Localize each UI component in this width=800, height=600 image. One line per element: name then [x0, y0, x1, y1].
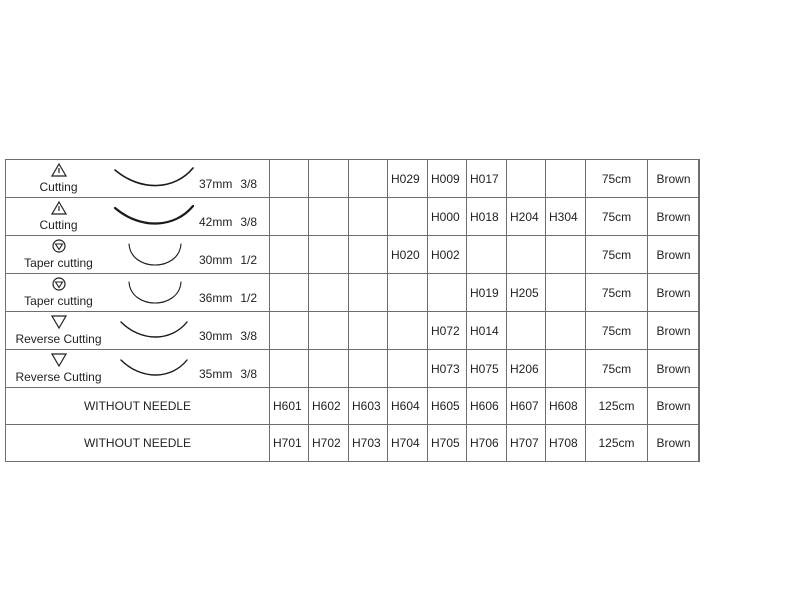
product-code-cell [546, 236, 586, 274]
inverted-triangle-icon [51, 353, 67, 367]
product-code-cell: H708 [546, 425, 586, 462]
product-code-cell: H000 [428, 198, 467, 236]
product-code-cell [349, 160, 388, 198]
needle-arc: 3/8 [240, 367, 258, 381]
product-code-cell [309, 198, 349, 236]
circle-triangle-icon [51, 277, 67, 291]
product-code-cell [507, 236, 546, 274]
length-cell: 75cm [586, 312, 648, 350]
table-row [6, 160, 700, 198]
length-cell: 75cm [586, 160, 648, 198]
without-needle-cell: WITHOUT NEEDLE [6, 425, 270, 462]
product-code-cell: H707 [507, 425, 546, 462]
needle-size: 36mm [199, 291, 233, 305]
color-cell: Brown [648, 425, 700, 462]
product-code-cell: H607 [507, 388, 546, 425]
needle-description-cell [6, 274, 270, 312]
product-code-cell [270, 350, 309, 388]
product-code-cell: H608 [546, 388, 586, 425]
needle-curve-icon [111, 162, 199, 194]
triangle-with-line-icon [51, 163, 67, 177]
needle-size: 42mm [199, 215, 233, 229]
tip-label: Cutting [39, 180, 78, 194]
tip-label: Cutting [39, 218, 78, 232]
product-code-cell [309, 236, 349, 274]
product-code-cell: H075 [467, 350, 507, 388]
product-code-cell [349, 236, 388, 274]
product-code-cell: H304 [546, 198, 586, 236]
product-code-cell [546, 274, 586, 312]
product-code-cell [467, 236, 507, 274]
product-code-cell: H602 [309, 388, 349, 425]
product-code-cell [270, 198, 309, 236]
product-code-cell: H204 [507, 198, 546, 236]
color-cell: Brown [648, 236, 700, 274]
product-code-cell [388, 274, 428, 312]
needle-description-cell [6, 312, 270, 350]
product-code-cell: H018 [467, 198, 507, 236]
tip-type [6, 350, 111, 387]
product-code-cell: H072 [428, 312, 467, 350]
needle-arc: 3/8 [240, 329, 258, 343]
product-code-cell: H009 [428, 160, 467, 198]
color-cell: Brown [648, 388, 700, 425]
needle-curve-icon [111, 200, 199, 232]
product-code-cell [546, 312, 586, 350]
tip-type [6, 198, 111, 235]
needle-size: 30mm [199, 253, 233, 267]
needle-spec [199, 291, 257, 305]
table-row [6, 274, 700, 312]
product-code-cell [428, 274, 467, 312]
needle-curve-icon [111, 238, 199, 270]
product-code-cell: H020 [388, 236, 428, 274]
product-code-cell [546, 160, 586, 198]
without-needle-cell: WITHOUT NEEDLE [6, 388, 270, 425]
triangle-with-line-icon [51, 201, 67, 215]
suture-product-table [5, 159, 700, 462]
tip-type [6, 312, 111, 349]
tip-label: Reverse Cutting [15, 332, 102, 346]
product-code-cell: H014 [467, 312, 507, 350]
needle-size: 35mm [199, 367, 233, 381]
product-code-cell [388, 198, 428, 236]
needle-spec [199, 215, 257, 229]
product-code-cell: H701 [270, 425, 309, 462]
tip-label: Reverse Cutting [15, 370, 102, 384]
product-code-cell [309, 312, 349, 350]
product-code-cell [507, 312, 546, 350]
length-cell: 75cm [586, 198, 648, 236]
length-cell: 75cm [586, 274, 648, 312]
needle-arc: 3/8 [240, 215, 258, 229]
table-row [6, 425, 700, 462]
product-code-cell: H703 [349, 425, 388, 462]
product-code-cell [309, 274, 349, 312]
color-cell: Brown [648, 198, 700, 236]
product-code-cell [507, 160, 546, 198]
product-code-cell [270, 160, 309, 198]
product-code-cell [349, 274, 388, 312]
needle-arc: 1/2 [240, 253, 258, 267]
needle-description-cell [6, 350, 270, 388]
product-code-cell [349, 198, 388, 236]
product-code-cell: H019 [467, 274, 507, 312]
tip-type [6, 160, 111, 197]
length-cell: 125cm [586, 425, 648, 462]
needle-spec [199, 253, 257, 267]
product-code-cell [270, 312, 309, 350]
needle-curve-icon [111, 352, 199, 384]
needle-description-cell [6, 198, 270, 236]
product-code-cell: H601 [270, 388, 309, 425]
tip-label: Taper cutting [24, 294, 93, 308]
needle-description-cell [6, 160, 270, 198]
needle-spec [199, 329, 257, 343]
product-code-cell: H205 [507, 274, 546, 312]
product-code-cell: H706 [467, 425, 507, 462]
product-code-cell [270, 236, 309, 274]
product-code-cell [388, 350, 428, 388]
needle-spec [199, 367, 257, 381]
product-code-cell: H604 [388, 388, 428, 425]
product-code-cell: H705 [428, 425, 467, 462]
inverted-triangle-icon [51, 315, 67, 329]
product-code-cell: H603 [349, 388, 388, 425]
product-code-cell [270, 274, 309, 312]
table-row [6, 388, 700, 425]
product-code-cell: H606 [467, 388, 507, 425]
needle-curve-icon [111, 314, 199, 346]
tip-type [6, 236, 111, 273]
table-row [6, 350, 700, 388]
table-right-border [698, 159, 699, 462]
table-row [6, 198, 700, 236]
needle-curve-icon [111, 276, 199, 308]
product-code-cell: H206 [507, 350, 546, 388]
table-row [6, 312, 700, 350]
needle-size: 37mm [199, 177, 233, 191]
needle-spec [199, 177, 257, 191]
needle-size: 30mm [199, 329, 233, 343]
length-cell: 125cm [586, 388, 648, 425]
length-cell: 75cm [586, 350, 648, 388]
needle-description-cell [6, 236, 270, 274]
product-code-cell [309, 350, 349, 388]
product-code-cell: H073 [428, 350, 467, 388]
product-code-cell [349, 312, 388, 350]
product-code-cell: H702 [309, 425, 349, 462]
needle-arc: 3/8 [240, 177, 258, 191]
color-cell: Brown [648, 350, 700, 388]
product-code-cell: H017 [467, 160, 507, 198]
color-cell: Brown [648, 160, 700, 198]
table-row [6, 236, 700, 274]
length-cell: 75cm [586, 236, 648, 274]
tip-label: Taper cutting [24, 256, 93, 270]
product-code-cell: H605 [428, 388, 467, 425]
tip-type [6, 274, 111, 311]
color-cell: Brown [648, 312, 700, 350]
needle-arc: 1/2 [240, 291, 258, 305]
circle-triangle-icon [51, 239, 67, 253]
product-code-cell [349, 350, 388, 388]
product-code-cell: H002 [428, 236, 467, 274]
product-code-cell [388, 312, 428, 350]
product-code-cell: H704 [388, 425, 428, 462]
product-code-cell [546, 350, 586, 388]
product-code-cell [309, 160, 349, 198]
color-cell: Brown [648, 274, 700, 312]
product-code-cell: H029 [388, 160, 428, 198]
